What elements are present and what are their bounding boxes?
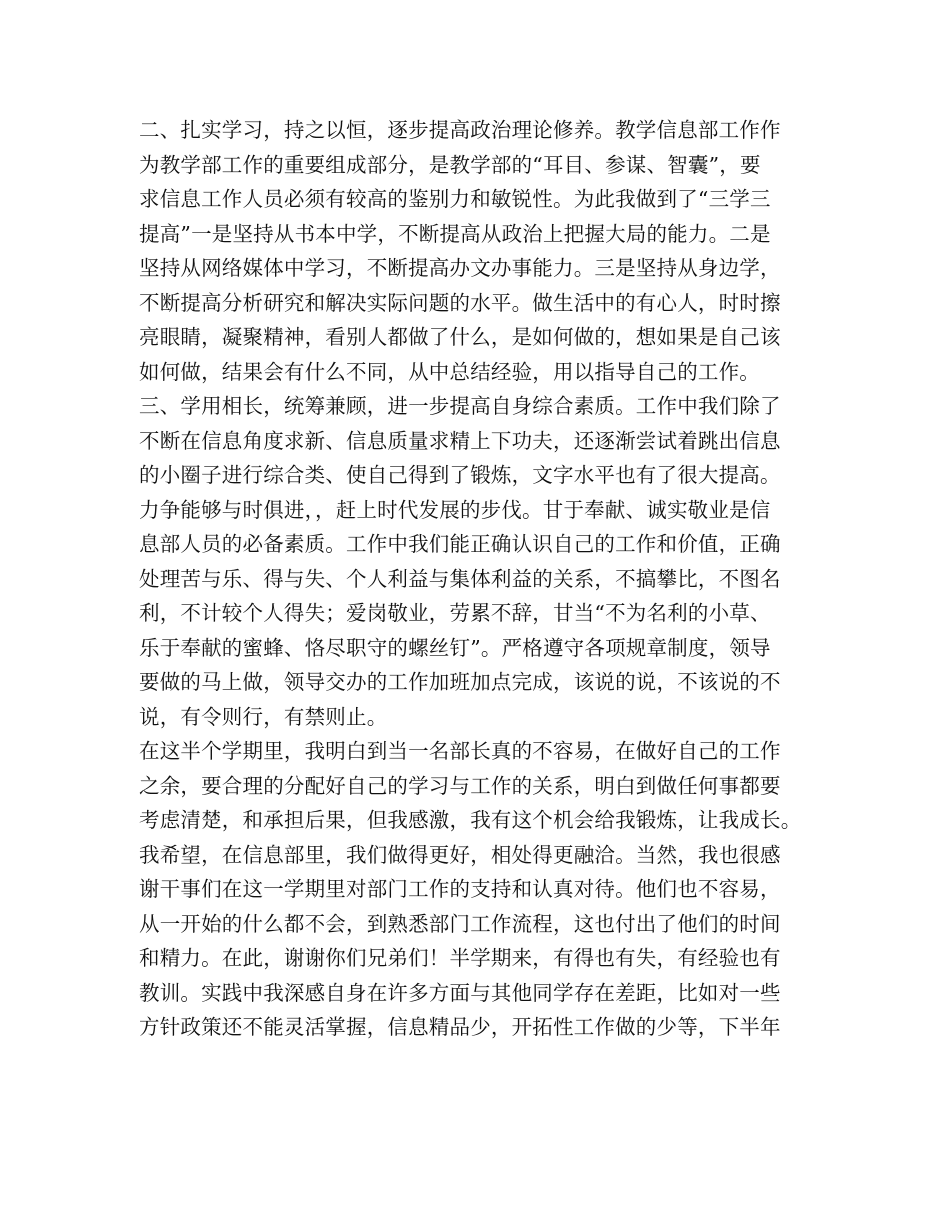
text-line: 要做的马上做，领导交办的工作加班加点完成，该说的说，不该说的不: [139, 670, 781, 694]
text-line: 提高”一是坚持从书本中学，不断提高从政治上把握大局的能力。二是: [139, 221, 771, 246]
text-line: 力争能够与时俱进，，赶上时代发展的步伐。甘于奉献、诚实敬业是信: [139, 497, 771, 522]
text-line: 坚持从网络媒体中学习，不断提高办文办事能力。三是坚持从身边学，: [139, 256, 781, 280]
text-line: 如何做，结果会有什么不同，从中总结经验，用以指导自己的工作。: [139, 359, 760, 384]
text-line: 处理苦与乐、得与失、个人利益与集体利益的关系，不搞攀比，不图名: [139, 566, 781, 591]
text-line: 从一开始的什么都不会，到熟悉部门工作流程，这也付出了他们的时间: [139, 911, 781, 936]
text-line: 之余，要合理的分配好自己的学习与工作的关系，明白到做任何事都要: [139, 773, 781, 798]
body-text: [139, 113, 819, 1045]
text-line: 的小圈子进行综合类、使自己得到了锻炼，文字水平也有了很大提高。: [139, 463, 781, 487]
text-line: 利，不计较个人得失；爱岗敬业，劳累不辞，甘当“不为名利的小草、: [139, 601, 771, 625]
text-line: 方针政策还不能灵活掌握，信息精品少，开拓性工作做的少等，下半年: [139, 1015, 781, 1039]
text-line: 教训。实践中我深感自身在许多方面与其他同学存在差距，比如对一些: [139, 980, 781, 1005]
text-line: 三、学用相长，统筹兼顾，进一步提高自身综合素质。工作中我们除了: [139, 394, 781, 418]
text-line: 为教学部工作的重要组成部分，是教学部的“耳目、参谋、智囊”，要: [139, 152, 761, 177]
text-line: 和精力。在此，谢谢你们兄弟们！半学期来，有得也有失，有经验也有: [139, 946, 781, 970]
text-line: 不断在信息角度求新、信息质量求精上下功夫，还逐渐尝试着跳出信息: [139, 428, 781, 453]
text-line: 在这半个学期里，我明白到当一名部长真的不容易，在做好自己的工作: [139, 739, 781, 763]
text-line: 考虑清楚，和承担后果，但我感激，我有这个机会给我锻炼，让我成长。: [139, 808, 802, 832]
text-line: 息部人员的必备素质。工作中我们能正确认识自己的工作和价值，正确: [139, 532, 781, 556]
text-line: 乐于奉献的蜜蜂、恪尽职守的螺丝钉”。严格遵守各项规章制度，领导: [139, 635, 771, 660]
text-line: 二、扎实学习，持之以恒，逐步提高政治理论修养。教学信息部工作作: [139, 118, 781, 142]
text-line: 不断提高分析研究和解决实际问题的水平。做生活中的有心人，时时擦: [139, 290, 781, 315]
text-line: 说，有令则行，有禁则止。: [139, 704, 388, 729]
text-line: 亮眼睛，凝聚精神，看别人都做了什么，是如何做的，想如果是自己该: [139, 325, 781, 349]
text-line: 求信息工作人员必须有较高的鉴别力和敏锐性。为此我做到了“三学三: [139, 187, 771, 211]
text-line: 谢干事们在这一学期里对部门工作的支持和认真对待。他们也不容易，: [139, 877, 781, 901]
text-line: 我希望，在信息部里，我们做得更好，相处得更融洽。当然，我也很感: [139, 842, 781, 867]
